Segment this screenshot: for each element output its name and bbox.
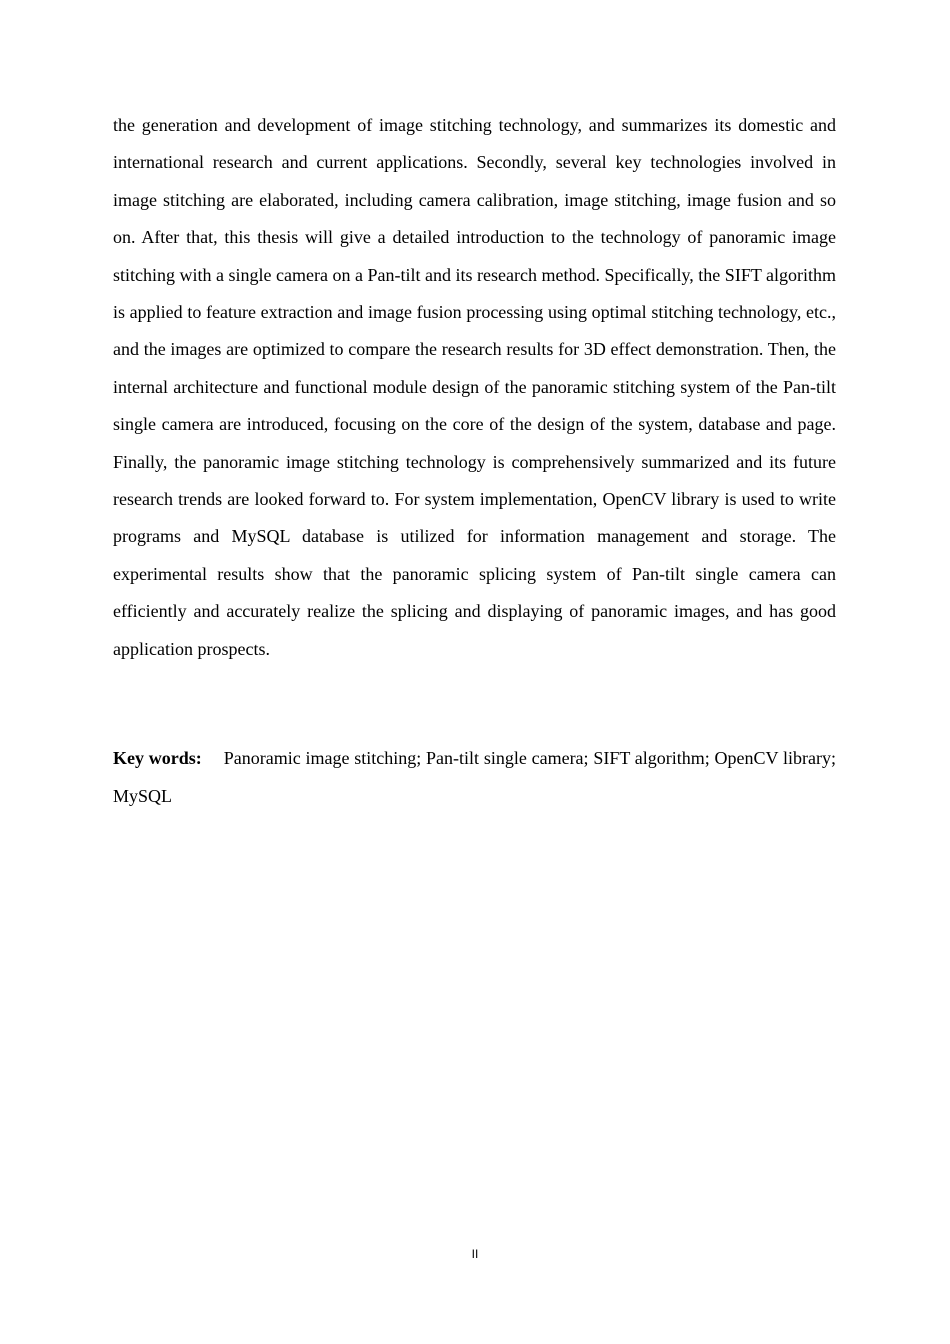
page-number: II [471, 1247, 479, 1261]
keywords-text: Panoramic image stitching; Pan-tilt single camera; SIFT algorithm; OpenCV library; MySQL [113, 748, 836, 806]
keywords-label: Key words: [113, 748, 202, 768]
abstract-paragraph: the generation and development of image stitching technology, and summarizes its domestic and international research and current applications. Secondly, several key technologies involved in image stitching are elaborated, including camera calibration, image stitching, image fusion and so on. After that, this thesis will give a detailed introduction to the technology of panoramic image stitching with a single camera on a Pan-tilt and its research method. Specifically, the SIFT algorithm is applied to feature extraction and image fusion processing using optimal stitching technology, etc., and the images are optimized to compare the research results for 3D effect demonstration. Then, the internal architecture and functional module design of the panoramic stitching system of the Pan-tilt single camera are introduced, focusing on the core of the design of the system, database and page. Finally, the panoramic image stitching technology is comprehensively summarized and its future research trends are looked forward to. For system implementation, OpenCV library is used to write programs and MySQL database is utilized for information management and storage. The experimental results show that the panoramic splicing system of Pan-tilt single camera can efficiently and accurately realize the splicing and displaying of panoramic images, and has good application prospects. [113, 115, 836, 659]
keywords-line [113, 739, 836, 815]
